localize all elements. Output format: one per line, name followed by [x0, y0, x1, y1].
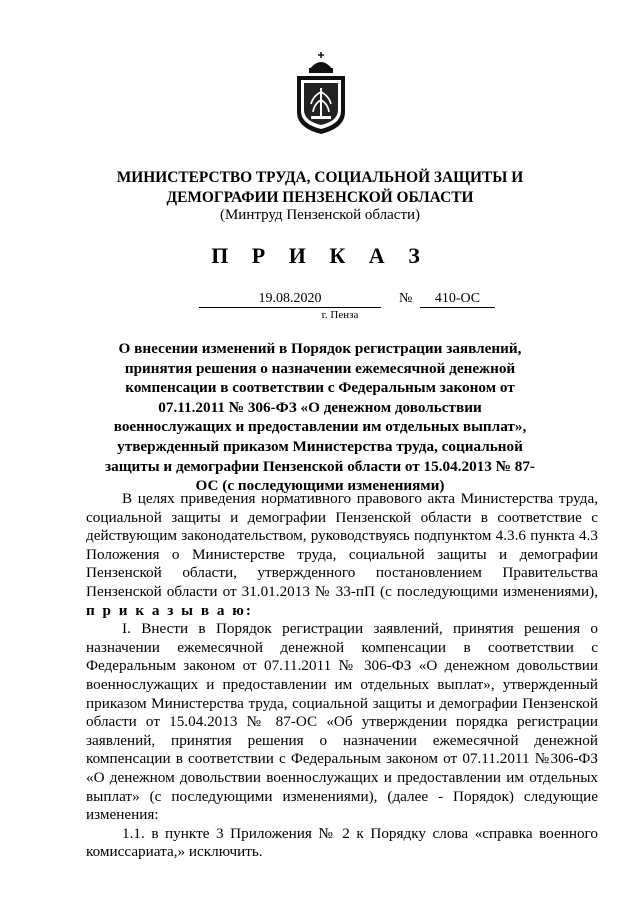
order-directive: п р и к а з ы в а ю: — [86, 601, 253, 619]
order-date: 19.08.2020 — [199, 290, 381, 308]
document-type-title: П Р И К А З — [211, 243, 429, 268]
number-sign: № — [399, 291, 413, 306]
body-paragraph-preamble — [86, 490, 598, 620]
preamble-text: В целях приведения нормативного правового акта Министерства труда, социальной защиты и демографии Пензенской области в соответствие с действующим законодательством, руководствуясь подпунктом 4.3.6 пункта 4.3 Положения о Министерстве труда, социальной защиты и демографии Пензенской области, утвержденного постановлением Правительства Пензенской области от 31.01.2013 № 33-пП (с последующими изменениями), — [86, 490, 598, 600]
city-name: г. Пенза — [321, 309, 359, 321]
ministry-name-line-2: ДЕМОГРАФИИ ПЕНЗЕНСКОЙ ОБЛАСТИ — [166, 189, 474, 206]
body-paragraph-item-1: I. Внести в Порядок регистрации заявлений, принятия решения о назначении ежемесячной денежной компенсации в соответствии с Федеральным законом от 07.11.2011 № 306-ФЗ «О денежном довольствии военнослужащих и предоставлении им отдельных выплат», утвержденный приказом Министерства труда, социальной защиты и демографии Пензенской области от 15.04.2013 № 87-ОС «Об утверждении порядка регистрации заявлений, принятия решения о назначении ежемесячной денежной компенсации в соответствии с Федеральным законом от 07.11.2011 №306-ФЗ «О денежном довольствии военнослужащих и предоставлении им отдельных выплат» (с последующими изменениями), (далее - Порядок) следующие изменения: — [86, 620, 598, 824]
order-number: 410-ОС — [420, 290, 495, 308]
order-heading: О внесении изменений в Порядок регистрации заявлений, принятия решения о назначении ежемесячной денежной компенсации в соответствии с Федеральным законом от 07.11.2011 № 306-ФЗ «О денежном довольствии военнослужащих и предоставлении им отдельных выплат», утвержденный приказом Министерства труда, социальной защиты и демографии Пензенской области от 15.04.2013 № 87-ОС (с последующими изменениями) — [105, 340, 535, 495]
order-body — [86, 490, 598, 862]
coat-of-arms-emblem — [291, 52, 351, 136]
ministry-name-line-1: МИНИСТЕРСТВО ТРУДА, СОЦИАЛЬНОЙ ЗАЩИТЫ И — [116, 169, 524, 186]
ministry-name — [0, 168, 640, 208]
body-paragraph-item-1-1: 1.1. в пункте 3 Приложения № 2 к Порядку слова «справка военного комиссариата,» исключить. — [86, 824, 598, 861]
ministry-short-name: (Минтруд Пензенской области) — [219, 207, 421, 223]
